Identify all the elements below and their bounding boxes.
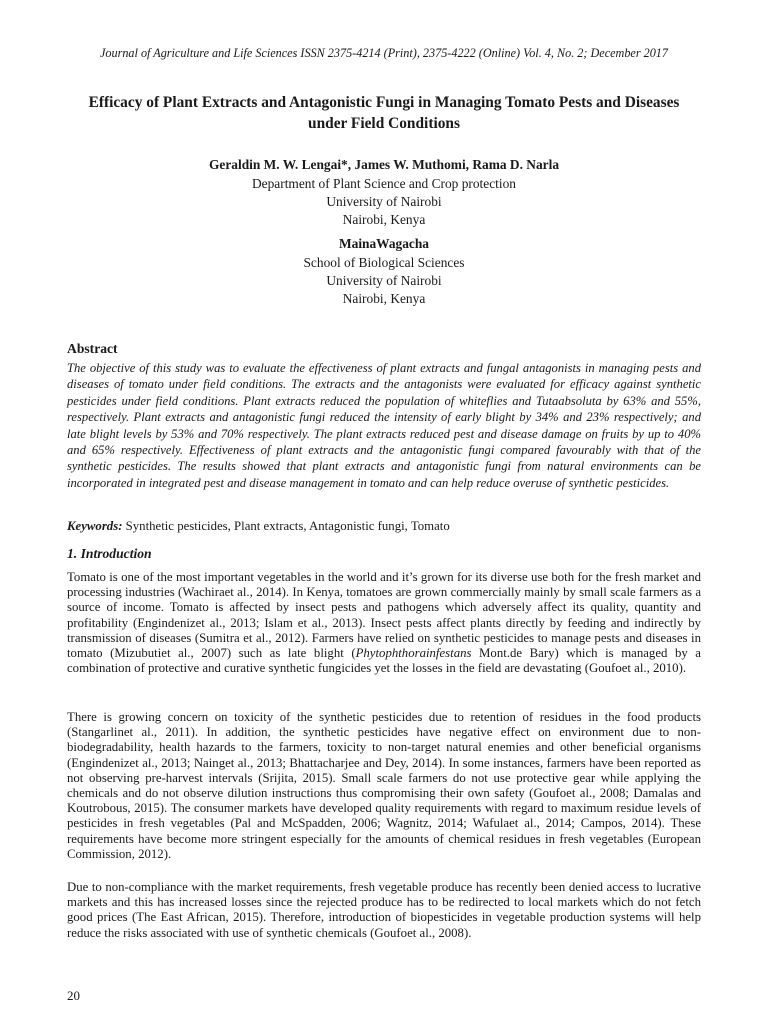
species-name: Phytophthorainfestans [355, 646, 472, 661]
intro-paragraph-2: There is growing concern on toxicity of the synthetic pesticides due to retention of residues in the food products (Stangarlinet al., 2011). In addition, the synthetic pesticides have negative effect on environment due to non-biodegradability, health hazards to the farmers, toxicity to non-target natural enemies and other beneficial organisms (Engindenizet al., 2013; Nainget al., 2013; Bhattacharjee and Dey, 2014). In some instances, farmers have been reported as not observing pre-harvest intervals (Srijita, 2015). Small scale farmers do not use protective gear while applying the chemicals and do not observe dilution instructions thus compromising their own safety (Goufoet al., 2008; Damalas and Koutrobous, 2015). The consumer markets have developed quality requirements with regard to maximum residue levels of pesticides in fresh vegetables (Pal and McSpadden, 2006; Wagnitz, 2014; Wafulaet al., 2014; Campos, 2014). These requirements have become more stringent especially for the amounts of chemical residues in fresh vegetables (European Commission, 2012). [67, 710, 701, 861]
affiliation-city-2: Nairobi, Kenya [342, 291, 426, 306]
affiliation-dept-1: Department of Plant Science and Crop protection [251, 176, 516, 191]
affiliation-city-1: Nairobi, Kenya [342, 212, 426, 227]
abstract-text: The objective of this study was to evaluate the effectiveness of plant extracts and fungal antagonists in managing pests and diseases of tomato under field conditions. The extracts and the antagonists were evaluated for efficacy against synthetic pesticides under field conditions. Plant extracts reduced the population of whiteflies and Tutaabsoluta by 63% and 55%, respectively. Plant extracts and antagonistic fungi reduced the intensity of early blight by 34% and 23% respectively; and late blight levels by 53% and 70% respectively. The plant extracts reduced pest and disease damage on fruits by up to 40% and 65% respectively. Effectiveness of plant extracts and the antagonistic fungi compared favourably with that of the synthetic pesticides. The results showed that plant extracts and antagonistic fungi from natural environments can be incorporated in integrated pest and disease management in tomato and can help reduce overuse of synthetic pesticides. [67, 361, 701, 490]
affiliation-univ-1: University of Nairobi [326, 194, 442, 209]
journal-header: Journal of Agriculture and Life Sciences ISSN 2375-4214 (Print), 2375-4222 (Online) Vol. 4, No. 2; December 2017 [100, 46, 668, 60]
section-heading-introduction: 1. Introduction [67, 546, 152, 561]
affiliation-univ-2: University of Nairobi [326, 273, 442, 288]
page-number: 20 [67, 988, 80, 1003]
intro-p1-part-a: Tomato is one of the most important vegetables in the world and it’s grown for its diverse use both for the fresh market and processing industries (Wachiraet al., 2014). In Kenya, tomatoes are grown commercially mainly by small scale farmers as a source of income. Tomato is affected by insect pests and pathogens which adversely affect its quality, quantity and profitability (Engindenizet al., 2013; Islam et al., 2013). Insect pests affect plants directly by feeding and indirectly by transmission of diseases (Sumitra et al., 2012). Farmers have relied on synthetic pesticides to manage pests and diseases in tomato (Mizubutiet al., 2007) such as late blight ( [67, 570, 701, 661]
abstract-heading: Abstract [67, 341, 118, 356]
author-names-2: MainaWagacha [338, 236, 430, 251]
affiliation-dept-2: School of Biological Sciences [303, 255, 465, 270]
paper-title: Efficacy of Plant Extracts and Antagonistic Fungi in Managing Tomato Pests and Diseases under Field Conditions [88, 94, 680, 132]
keywords-label: Keywords: [67, 519, 123, 533]
keywords-text: Synthetic pesticides, Plant extracts, Antagonistic fungi, Tomato [122, 519, 450, 533]
intro-paragraph-3: Due to non-compliance with the market requirements, fresh vegetable produce has recently been denied access to lucrative markets and this has increased losses since the rejected produce has to be redirected to local markets which do not fetch good prices (The East African, 2015). Therefore, introduction of biopesticides in vegetable production systems will help reduce the risks associated with use of synthetic chemicals (Goufoet al., 2008). [67, 880, 701, 940]
keywords-line [67, 519, 701, 534]
intro-p1-part-b: Mont.de Bary) which is managed by a combination of protective and curative synthetic fungicides yet the losses in the field are devastating (Goufoet al., 2010). [67, 646, 701, 676]
intro-paragraph-1 [67, 570, 701, 676]
author-names-1: Geraldin M. W. Lengai*, James W. Muthomi, Rama D. Narla [208, 157, 560, 172]
author-block [67, 156, 701, 308]
